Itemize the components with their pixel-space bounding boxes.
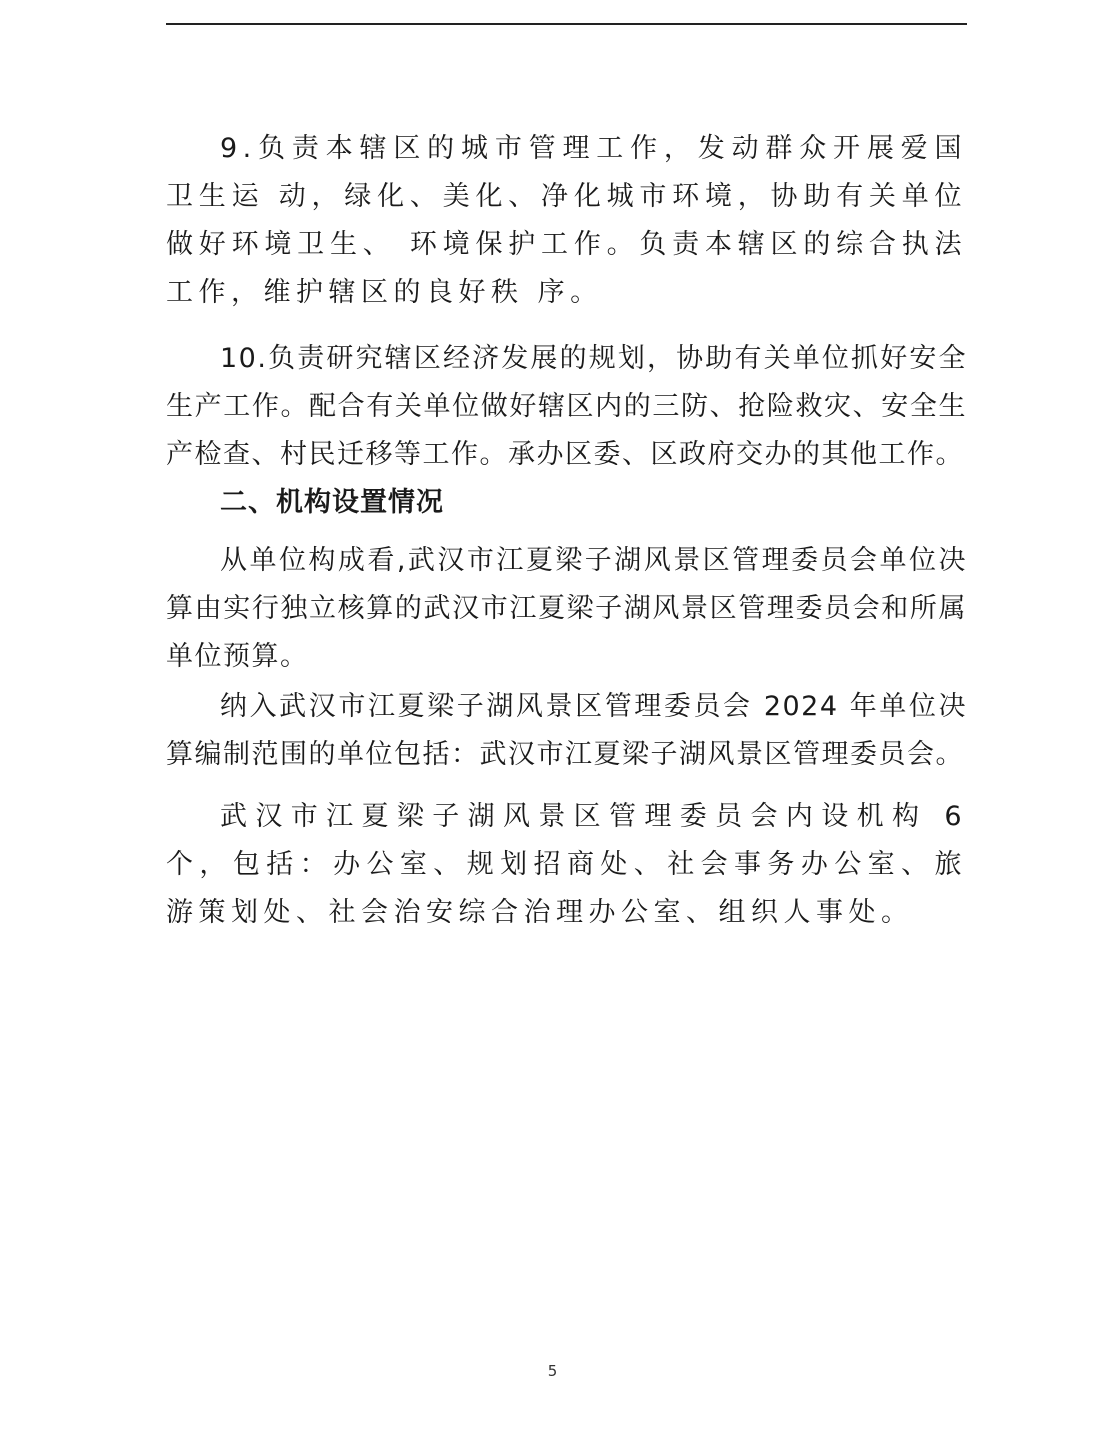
paragraph-item-10: 10.负责研究辖区经济发展的规划，协助有关单位抓好安全生产工作。配合有关单位做好辖区内的三防、抢险救灾、安全生产检查、村民迁移等工作。承办区委、区政府交办的其他工作。 bbox=[166, 343, 967, 470]
paragraph-item-9: 9.负责本辖区的城市管理工作，发动群众开展爱国卫生运 动，绿化、美化、净化城市环境，协助有关单位做好环境卫生、 环境保护工作。负责本辖区的综合执法工作，维护辖区的良好秩 序。 bbox=[166, 133, 967, 308]
section-heading: 二、机构设置情况 bbox=[220, 487, 444, 518]
document-body bbox=[166, 125, 967, 937]
paragraph-composition: 从单位构成看,武汉市江夏梁子湖风景区管理委员会单位决算由实行独立核算的武汉市江夏梁子湖风景区管理委员会和所属单位预算。 bbox=[166, 545, 967, 672]
page-number: 5 bbox=[547, 1362, 558, 1380]
paragraph-departments: 武汉市江夏梁子湖风景区管理委员会内设机构 6 个，包括：办公室、规划招商处、社会事务办公室、旅游策划处、社会治安综合治理办公室、组织人事处。 bbox=[166, 801, 967, 928]
paragraph-scope: 纳入武汉市江夏梁子湖风景区管理委员会 2024 年单位决算编制范围的单位包括：武汉市江夏梁子湖风景区管理委员会。 bbox=[166, 691, 967, 770]
header-rule bbox=[166, 23, 967, 25]
